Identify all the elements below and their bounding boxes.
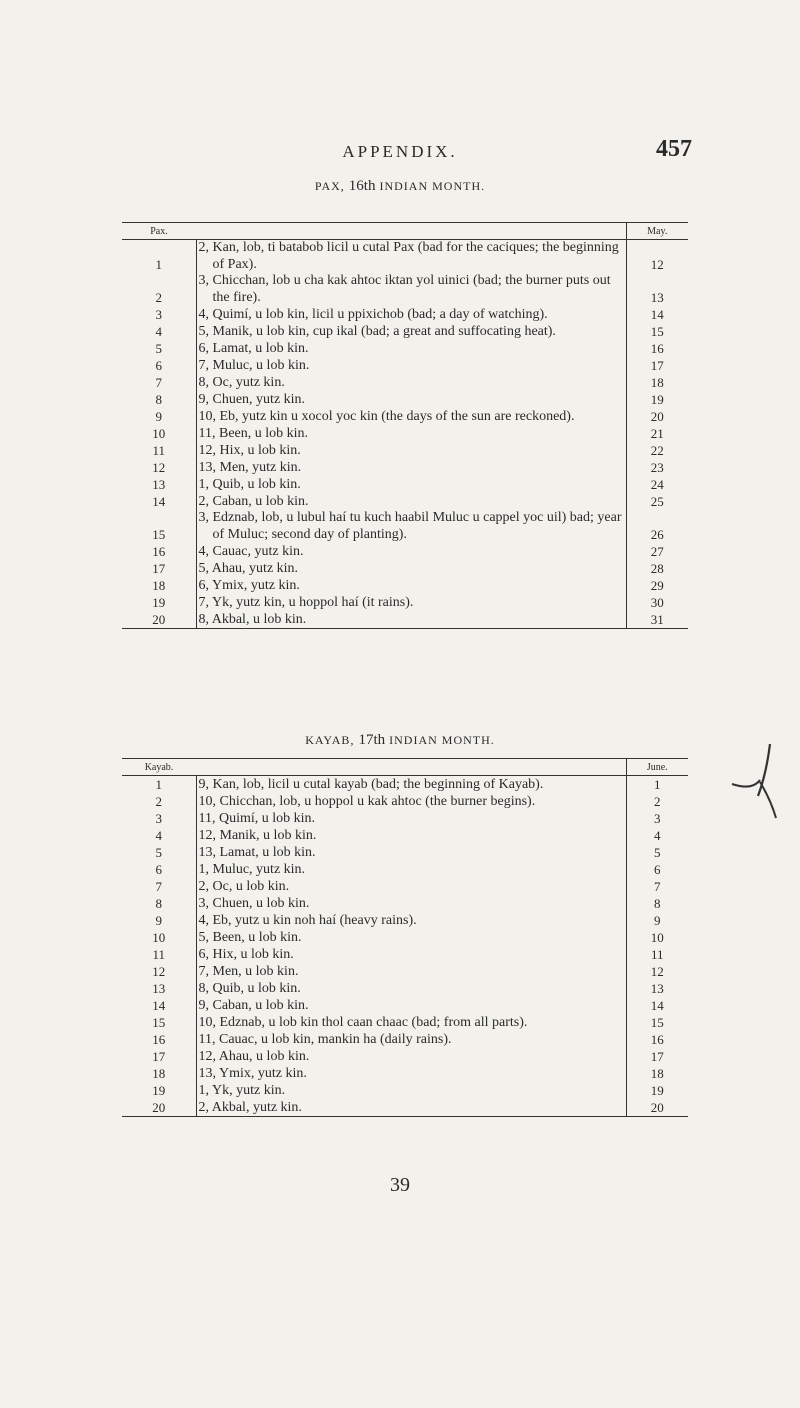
gregorian-day: 13 — [626, 273, 688, 306]
day-description: 11, Cauac, u lob kin, mankin ha (daily rains). — [198, 1031, 452, 1047]
column-header-gregorian: June. — [626, 759, 688, 776]
table-row — [122, 912, 688, 929]
day-number: 7 — [155, 879, 162, 894]
gregorian-day: 5 — [626, 844, 688, 861]
gregorian-day: 17 — [626, 1048, 688, 1065]
gregorian-day: 8 — [626, 895, 688, 912]
description-cell — [196, 323, 626, 340]
day-number: 3 — [155, 307, 162, 322]
day-description: 7, Men, u lob kin. — [198, 963, 299, 979]
description-cell — [196, 929, 626, 946]
day-description: 5, Ahau, yutz kin. — [198, 560, 299, 576]
day-description: 12, Ahau, u lob kin. — [198, 1048, 310, 1064]
day-description: 13, Men, yutz kin. — [198, 459, 302, 475]
description-cell — [196, 878, 626, 895]
description-cell — [196, 391, 626, 408]
table-row — [122, 810, 688, 827]
table-row — [122, 476, 688, 493]
day-description: 6, Hix, u lob kin. — [198, 946, 294, 962]
day-number: 4 — [155, 324, 162, 339]
description-cell — [196, 1082, 626, 1099]
day-number: 13 — [152, 981, 166, 996]
day-description: 4, Cauac, yutz kin. — [198, 543, 304, 559]
day-number: 2 — [155, 794, 162, 809]
description-cell — [196, 844, 626, 861]
day-number: 13 — [152, 477, 166, 492]
gregorian-day: 16 — [626, 340, 688, 357]
table-row — [122, 425, 688, 442]
description-cell — [196, 340, 626, 357]
table-row — [122, 442, 688, 459]
table-row — [122, 1048, 688, 1065]
table-row — [122, 1065, 688, 1082]
day-description: 9, Kan, lob, licil u cutal kayab (bad; the beginning of Kayab). — [198, 776, 544, 792]
day-description: 4, Eb, yutz u kin noh haí (heavy rains). — [198, 912, 417, 928]
day-description: 1, Quib, u lob kin. — [198, 476, 301, 492]
gregorian-day: 19 — [626, 391, 688, 408]
table-row — [122, 1082, 688, 1099]
description-cell — [196, 963, 626, 980]
gregorian-day: 9 — [626, 912, 688, 929]
day-description: 9, Caban, u lob kin. — [198, 997, 309, 1013]
table-row — [122, 861, 688, 878]
day-description: 3, Chuen, u lob kin. — [198, 895, 310, 911]
description-cell — [196, 594, 626, 611]
gregorian-day: 11 — [626, 946, 688, 963]
day-description: 2, Akbal, yutz kin. — [198, 1099, 302, 1115]
day-description: 2, Oc, u lob kin. — [198, 878, 290, 894]
gregorian-day: 27 — [626, 543, 688, 560]
day-number: 5 — [155, 341, 162, 356]
day-description: 8, Quib, u lob kin. — [198, 980, 301, 996]
day-description: 1, Yk, yutz kin. — [198, 1082, 286, 1098]
description-cell — [196, 357, 626, 374]
column-header-month: Kayab. — [122, 759, 196, 776]
table-row — [122, 946, 688, 963]
description-cell — [196, 459, 626, 476]
day-description: 7, Yk, yutz kin, u hoppol haí (it rains). — [198, 594, 414, 610]
day-description: 13, Ymix, yutz kin. — [198, 1065, 307, 1081]
gregorian-day: 20 — [626, 1099, 688, 1117]
description-cell — [196, 1048, 626, 1065]
caption-prefix: KAYAB, — [305, 733, 359, 747]
day-number: 11 — [152, 443, 166, 458]
page-number: 457 — [656, 136, 692, 162]
description-cell — [196, 560, 626, 577]
description-cell — [196, 408, 626, 425]
table-row — [122, 963, 688, 980]
gregorian-day: 13 — [626, 980, 688, 997]
gregorian-day: 7 — [626, 878, 688, 895]
gregorian-day: 6 — [626, 861, 688, 878]
calendar-table-kayab — [122, 758, 688, 1117]
gregorian-day: 21 — [626, 425, 688, 442]
gregorian-day: 14 — [626, 997, 688, 1014]
day-description: 5, Been, u lob kin. — [198, 929, 302, 945]
pencil-mark-icon — [730, 740, 790, 820]
description-cell — [196, 273, 626, 306]
day-number: 10 — [152, 930, 166, 945]
day-number: 20 — [122, 1099, 196, 1117]
day-number: 18 — [152, 1066, 166, 1081]
gregorian-day: 12 — [626, 963, 688, 980]
day-number: 17 — [152, 561, 166, 576]
table-row — [122, 408, 688, 425]
table-row — [122, 374, 688, 391]
day-description: 10, Edznab, u lob kin thol caan chaac (bad; from all parts). — [198, 1014, 528, 1030]
gregorian-day: 23 — [626, 459, 688, 476]
description-cell — [196, 912, 626, 929]
day-description: 9, Chuen, yutz kin. — [198, 391, 306, 407]
gregorian-day: 30 — [626, 594, 688, 611]
gregorian-day: 4 — [626, 827, 688, 844]
table-row — [122, 929, 688, 946]
day-number: 16 — [152, 1032, 166, 1047]
day-description: 10, Chicchan, lob, u hoppol u kak ahtoc (the burner begins). — [198, 793, 536, 809]
day-description: 6, Ymix, yutz kin. — [198, 577, 300, 593]
table-row — [122, 895, 688, 912]
caption-prefix: PAX, — [314, 179, 349, 193]
gregorian-day: 18 — [626, 374, 688, 391]
table-row — [122, 1099, 688, 1117]
day-number: 20 — [122, 611, 196, 629]
description-cell — [196, 425, 626, 442]
caption-suffix: INDIAN MONTH. — [385, 733, 495, 747]
table-row — [122, 493, 688, 510]
gregorian-day: 14 — [626, 306, 688, 323]
table-row — [122, 340, 688, 357]
column-header-gregorian: May. — [626, 223, 688, 240]
description-cell — [196, 1014, 626, 1031]
day-description: 3, Edznab, lob, u lubul haí tu kuch haabil Muluc u cappel yoc uil) bad; year of Muluc; second day of planting). — [198, 510, 622, 542]
gregorian-day: 12 — [626, 240, 688, 274]
table-row — [122, 391, 688, 408]
table-row — [122, 577, 688, 594]
signature-mark: 39 — [390, 1174, 410, 1196]
description-cell — [196, 240, 626, 274]
day-number: 8 — [155, 392, 162, 407]
description-cell — [196, 1065, 626, 1082]
gregorian-day: 3 — [626, 810, 688, 827]
description-cell — [196, 946, 626, 963]
table-row — [122, 611, 688, 629]
gregorian-day: 15 — [626, 1014, 688, 1031]
day-number: 1 — [155, 777, 162, 792]
description-cell — [196, 493, 626, 510]
day-number: 3 — [155, 811, 162, 826]
gregorian-day: 22 — [626, 442, 688, 459]
description-cell — [196, 997, 626, 1014]
day-description: 2, Kan, lob, ti batabob licil u cutal Pax (bad for the caciques; the beginning of Pax). — [198, 240, 619, 272]
day-description: 12, Hix, u lob kin. — [198, 442, 301, 458]
day-description: 6, Lamat, u lob kin. — [198, 340, 309, 356]
day-number: 14 — [152, 998, 166, 1013]
description-cell — [196, 611, 626, 629]
column-header-blank — [196, 223, 626, 240]
day-number: 9 — [155, 409, 162, 424]
day-description: 7, Muluc, u lob kin. — [198, 357, 310, 373]
description-cell — [196, 895, 626, 912]
day-number: 12 — [152, 964, 166, 979]
day-number: 9 — [155, 913, 162, 928]
caption-suffix: INDIAN MONTH. — [375, 179, 486, 193]
gregorian-day: 2 — [626, 793, 688, 810]
table-row — [122, 594, 688, 611]
caption-ordinal: 17th — [358, 732, 386, 748]
table-row — [122, 1014, 688, 1031]
table-row — [122, 1031, 688, 1048]
day-description: 2, Caban, u lob kin. — [198, 493, 309, 509]
gregorian-day: 29 — [626, 577, 688, 594]
day-number: 1 — [155, 257, 162, 272]
description-cell — [196, 476, 626, 493]
table-row — [122, 844, 688, 861]
day-description: 10, Eb, yutz kin u xocol yoc kin (the days of the sun are reckoned). — [198, 408, 575, 424]
day-description: 1, Muluc, yutz kin. — [198, 861, 306, 877]
description-cell — [196, 442, 626, 459]
day-description: 11, Been, u lob kin. — [198, 425, 309, 441]
gregorian-day: 28 — [626, 560, 688, 577]
description-cell — [196, 980, 626, 997]
day-number: 6 — [155, 358, 162, 373]
description-cell — [196, 510, 626, 543]
table-row — [122, 273, 688, 306]
day-number: 2 — [155, 290, 162, 305]
description-cell — [196, 810, 626, 827]
gregorian-day: 10 — [626, 929, 688, 946]
caption-ordinal: 16th — [348, 178, 376, 194]
day-description: 4, Quimí, u lob kin, licil u ppixichob (bad; a day of watching). — [198, 306, 548, 322]
day-number: 14 — [152, 494, 166, 509]
description-cell — [196, 793, 626, 810]
description-cell — [196, 306, 626, 323]
day-description: 8, Akbal, u lob kin. — [198, 611, 307, 627]
table-row — [122, 776, 688, 794]
running-head — [0, 136, 800, 166]
day-description: 8, Oc, yutz kin. — [198, 374, 285, 390]
day-description: 11, Quimí, u lob kin. — [198, 810, 316, 826]
day-number: 16 — [152, 544, 166, 559]
table-row — [122, 827, 688, 844]
table-row — [122, 997, 688, 1014]
day-number: 6 — [155, 862, 162, 877]
table-row — [122, 793, 688, 810]
description-cell — [196, 1031, 626, 1048]
gregorian-day: 24 — [626, 476, 688, 493]
table-row — [122, 980, 688, 997]
day-number: 11 — [152, 947, 166, 962]
table-row — [122, 306, 688, 323]
description-cell — [196, 1099, 626, 1117]
table-row — [122, 543, 688, 560]
description-cell — [196, 543, 626, 560]
day-number: 15 — [152, 527, 166, 542]
day-description: 3, Chicchan, lob u cha kak ahtoc iktan yol uinici (bad; the burner puts out the fire). — [198, 273, 611, 305]
day-number: 19 — [152, 595, 166, 610]
day-number: 18 — [152, 578, 166, 593]
gregorian-day: 18 — [626, 1065, 688, 1082]
column-header-month: Pax. — [122, 223, 196, 240]
gregorian-day: 25 — [626, 493, 688, 510]
day-number: 4 — [155, 828, 162, 843]
calendar-table-pax — [122, 222, 688, 629]
day-number: 19 — [152, 1083, 166, 1098]
gregorian-day: 19 — [626, 1082, 688, 1099]
table-row — [122, 357, 688, 374]
table-row — [122, 878, 688, 895]
table-caption-pax — [0, 178, 800, 195]
day-number: 17 — [152, 1049, 166, 1064]
table-row — [122, 240, 688, 274]
day-number: 8 — [155, 896, 162, 911]
day-number: 7 — [155, 375, 162, 390]
gregorian-day: 15 — [626, 323, 688, 340]
description-cell — [196, 577, 626, 594]
gregorian-day: 26 — [626, 510, 688, 543]
day-number: 5 — [155, 845, 162, 860]
description-cell — [196, 374, 626, 391]
gregorian-day: 17 — [626, 357, 688, 374]
table-row — [122, 560, 688, 577]
description-cell — [196, 827, 626, 844]
table-row — [122, 323, 688, 340]
day-description: 12, Manik, u lob kin. — [198, 827, 317, 843]
day-number: 12 — [152, 460, 166, 475]
description-cell — [196, 776, 626, 794]
day-number: 10 — [152, 426, 166, 441]
day-description: 13, Lamat, u lob kin. — [198, 844, 316, 860]
gregorian-day: 1 — [626, 776, 688, 794]
column-header-blank — [196, 759, 626, 776]
table-caption-kayab — [0, 732, 800, 749]
day-number: 15 — [152, 1015, 166, 1030]
description-cell — [196, 861, 626, 878]
table-row — [122, 459, 688, 476]
table-row — [122, 510, 688, 543]
gregorian-day: 31 — [626, 611, 688, 629]
gregorian-day: 20 — [626, 408, 688, 425]
gregorian-day: 16 — [626, 1031, 688, 1048]
day-description: 5, Manik, u lob kin, cup ikal (bad; a great and suffocating heat). — [198, 323, 556, 339]
running-head-title: APPENDIX. — [342, 142, 458, 161]
